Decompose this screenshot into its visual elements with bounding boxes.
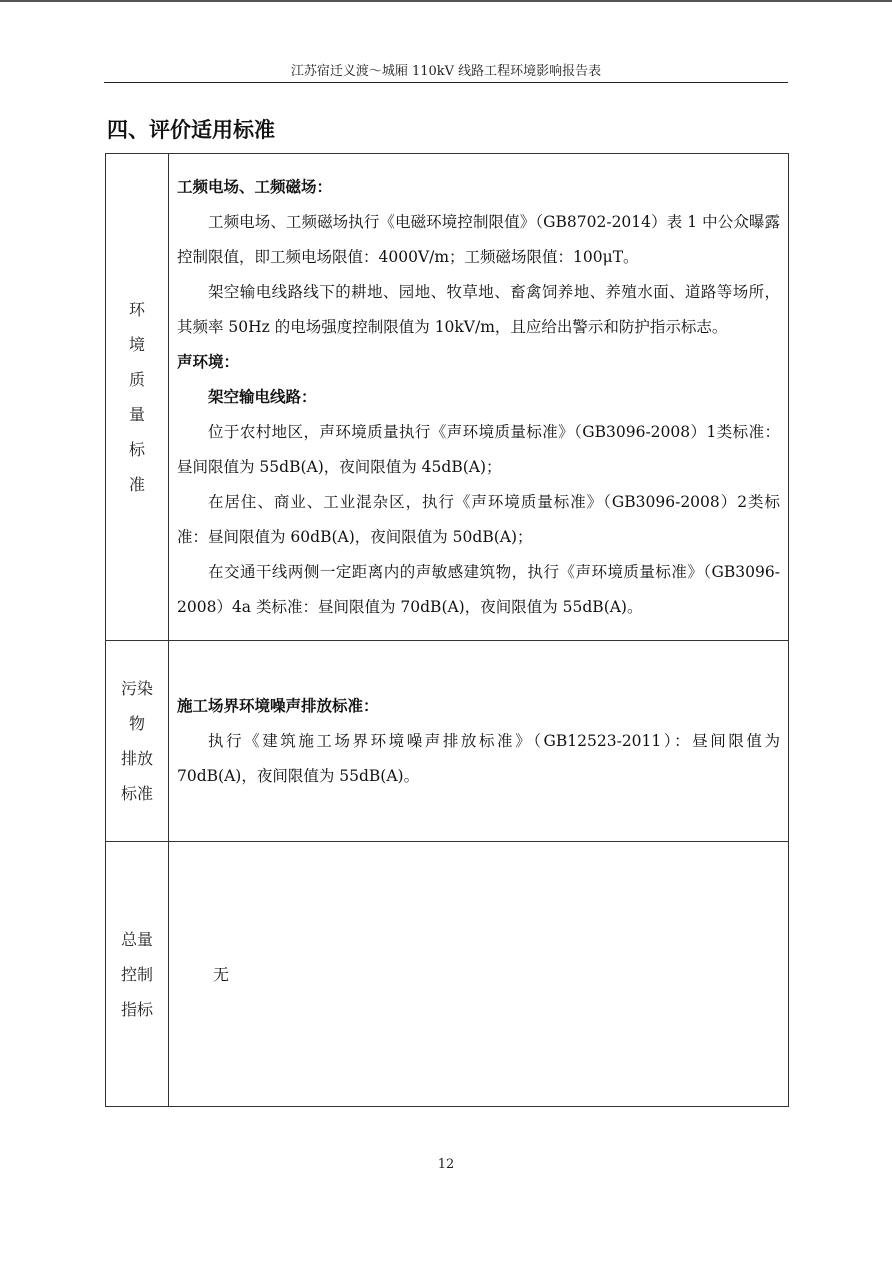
label-line: 物 xyxy=(128,714,145,733)
standards-table xyxy=(105,153,789,1107)
noise-paragraph-1: 位于农村地区，声环境质量执行《声环境质量标准》（GB3096-2008）1类标准：昼间限值为 55dB(A)，夜间限值为 45dB(A)； xyxy=(177,422,780,476)
label-line: 指标 xyxy=(120,999,153,1019)
construction-noise-heading: 施工场界环境噪声排放标准： xyxy=(177,696,379,715)
row-label-environmental-quality xyxy=(106,154,169,641)
label-char: 准 xyxy=(128,475,145,494)
section-title: 四、评价适用标准 xyxy=(107,118,275,142)
noise-paragraph-3: 在交通干线两侧一定距离内的声敏感建筑物，执行《声环境质量标准》（GB3096-2008）4a 类标准：昼间限值为 70dB(A)，夜间限值为 55dB(A)。 xyxy=(177,562,780,616)
label-line: 污染 xyxy=(120,679,153,698)
label-line: 总量 xyxy=(120,929,153,949)
label-char: 环 xyxy=(128,300,145,319)
label-char: 境 xyxy=(128,335,145,354)
row-content-pollutant-emission xyxy=(169,641,789,842)
construction-noise-paragraph: 执行《建筑施工场界环境噪声排放标准》（GB12523-2011）：昼间限值为 70dB(A)，夜间限值为 55dB(A)。 xyxy=(177,731,780,785)
noise-heading: 声环境： xyxy=(177,352,240,371)
table-row-environmental-quality xyxy=(106,154,789,641)
table-row-pollutant-emission xyxy=(106,641,789,842)
page-number: 12 xyxy=(437,1157,455,1172)
label-line: 控制 xyxy=(120,964,153,984)
row-label-total-control xyxy=(106,842,169,1107)
running-header: 江苏宿迁义渡～城厢 110kV 线路工程环境影响报告表 xyxy=(290,64,602,79)
header-rule xyxy=(104,82,788,83)
row-content-environmental-quality xyxy=(169,154,789,641)
em-field-paragraph-2: 架空输电线路线下的耕地、园地、牧草地、畜禽饲养地、养殖水面、道路等场所，其频率 50Hz 的电场强度控制限值为 10kV/m，且应给出警示和防护指示标志。 xyxy=(177,282,780,336)
page-top-border xyxy=(0,0,892,2)
overhead-line-subheading: 架空输电线路： xyxy=(208,387,317,406)
row-content-total-control: 无 xyxy=(169,842,789,1107)
em-field-paragraph-1: 工频电场、工频磁场执行《电磁环境控制限值》（GB8702-2014）表 1 中公众曝露控制限值，即工频电场限值：4000V/m；工频磁场限值：100μT。 xyxy=(177,212,780,266)
label-char: 质 xyxy=(128,370,145,389)
em-field-heading: 工频电场、工频磁场： xyxy=(177,177,333,196)
label-char: 量 xyxy=(128,405,145,424)
table-row-total-control xyxy=(106,842,789,1107)
label-char: 标 xyxy=(128,440,145,459)
noise-paragraph-2: 在居住、商业、工业混杂区，执行《声环境质量标准》（GB3096-2008）2类标准：昼间限值为 60dB(A)，夜间限值为 50dB(A)； xyxy=(177,492,780,546)
row-label-pollutant-emission xyxy=(106,641,169,842)
label-line: 标准 xyxy=(120,784,153,803)
label-line: 排放 xyxy=(120,749,153,768)
